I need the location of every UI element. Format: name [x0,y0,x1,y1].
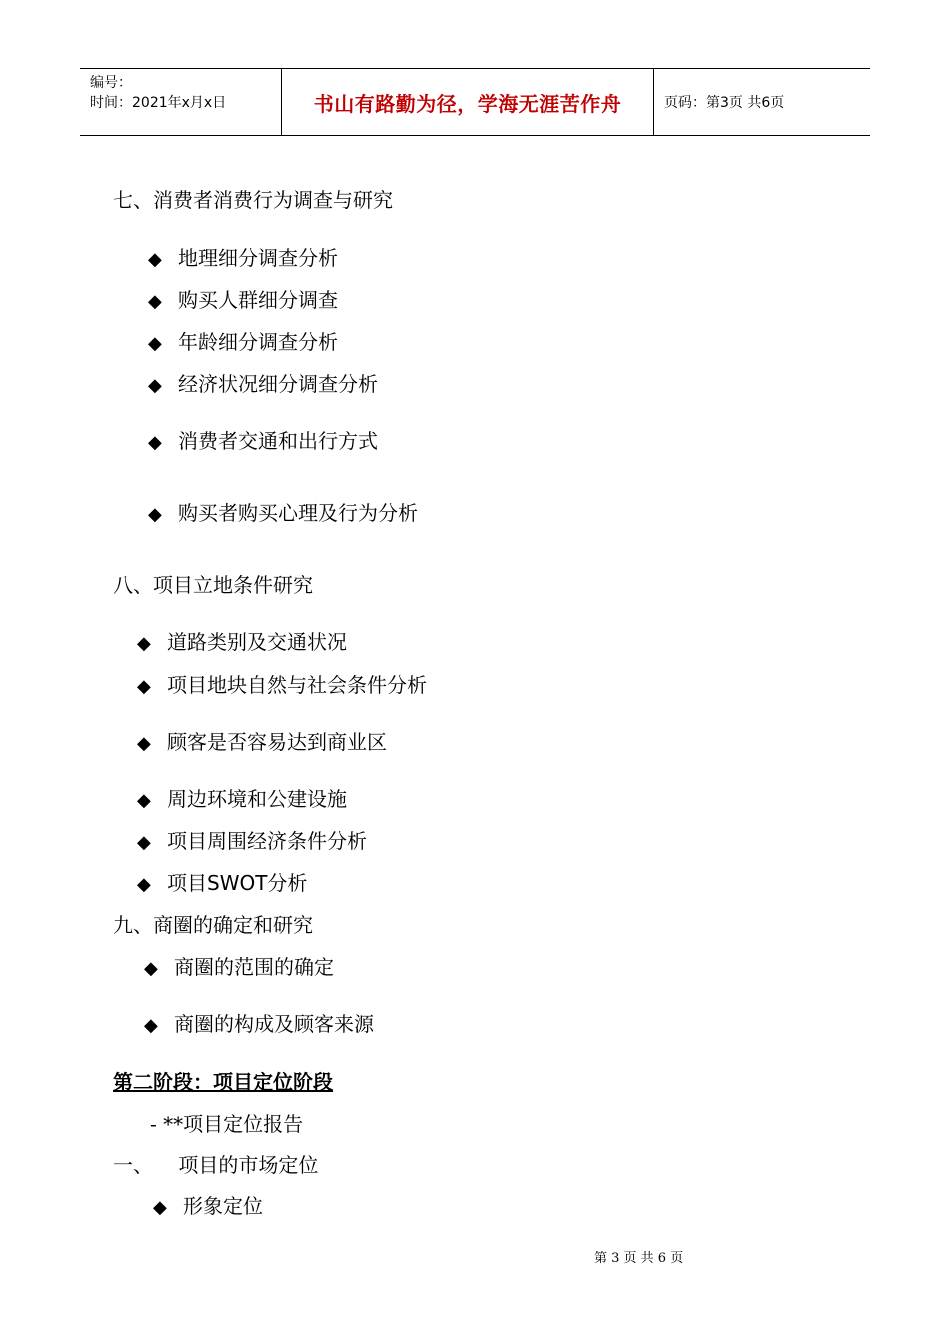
diamond-bullet-icon: ◆ [148,375,162,396]
diamond-bullet-icon: ◆ [137,790,151,811]
diamond-bullet-icon: ◆ [148,504,162,525]
diamond-bullet-icon: ◆ [148,333,162,354]
section-7-title: 七、消费者消费行为调查与研究 [113,188,393,212]
diamond-bullet-icon: ◆ [137,676,151,697]
list-item: ◆ 购买人群细分调查 [148,288,338,312]
list-item: ◆ 购买者购买心理及行为分析 [148,501,418,525]
list-item: ◆ 项目地块自然与社会条件分析 [137,673,427,697]
header-meta-cell [80,69,282,135]
stage-2-title: 第二阶段：项目定位阶段 [113,1070,333,1094]
header-number-label: 编号： [90,75,132,91]
list-item: ◆ 项目SWOT分析 [137,871,308,895]
list-item: ◆ 形象定位 [153,1194,263,1218]
header-page-label: 页码：第3页 共6页 [664,95,785,111]
diamond-bullet-icon: ◆ [144,958,158,979]
page-header [80,68,870,136]
diamond-bullet-icon: ◆ [148,291,162,312]
diamond-bullet-icon: ◆ [148,432,162,453]
report-line: - **项目定位报告 [150,1112,304,1136]
list-item: ◆ 地理细分调查分析 [148,246,338,270]
list-item: ◆ 项目周围经济条件分析 [137,829,367,853]
section-9-title: 九、商圈的确定和研究 [113,913,313,937]
list-item: ◆ 经济状况细分调查分析 [148,372,378,396]
diamond-bullet-icon: ◆ [137,874,151,895]
diamond-bullet-icon: ◆ [148,249,162,270]
list-item: ◆ 年龄细分调查分析 [148,330,338,354]
list-item: ◆ 周边环境和公建设施 [137,787,347,811]
diamond-bullet-icon: ◆ [137,733,151,754]
subsection-1-title: 一、 项目的市场定位 [113,1153,319,1177]
page-footer: 第 3 页 共 6 页 [594,1251,684,1266]
diamond-bullet-icon: ◆ [137,633,151,654]
diamond-bullet-icon: ◆ [144,1015,158,1036]
diamond-bullet-icon: ◆ [137,832,151,853]
header-time-label: 时间：2021年x月x日 [90,95,227,111]
list-item: ◆ 道路类别及交通状况 [137,630,347,654]
list-item: ◆ 商圈的构成及顾客来源 [144,1012,374,1036]
header-page-cell [654,69,870,135]
diamond-bullet-icon: ◆ [153,1197,167,1218]
list-item: ◆ 消费者交通和出行方式 [148,429,378,453]
header-motto-cell [282,69,654,135]
list-item: ◆ 顾客是否容易达到商业区 [137,730,387,754]
header-motto: 书山有路勤为径，学海无涯苦作舟 [313,91,622,116]
section-8-title: 八、项目立地条件研究 [113,573,313,597]
list-item: ◆ 商圈的范围的确定 [144,955,334,979]
